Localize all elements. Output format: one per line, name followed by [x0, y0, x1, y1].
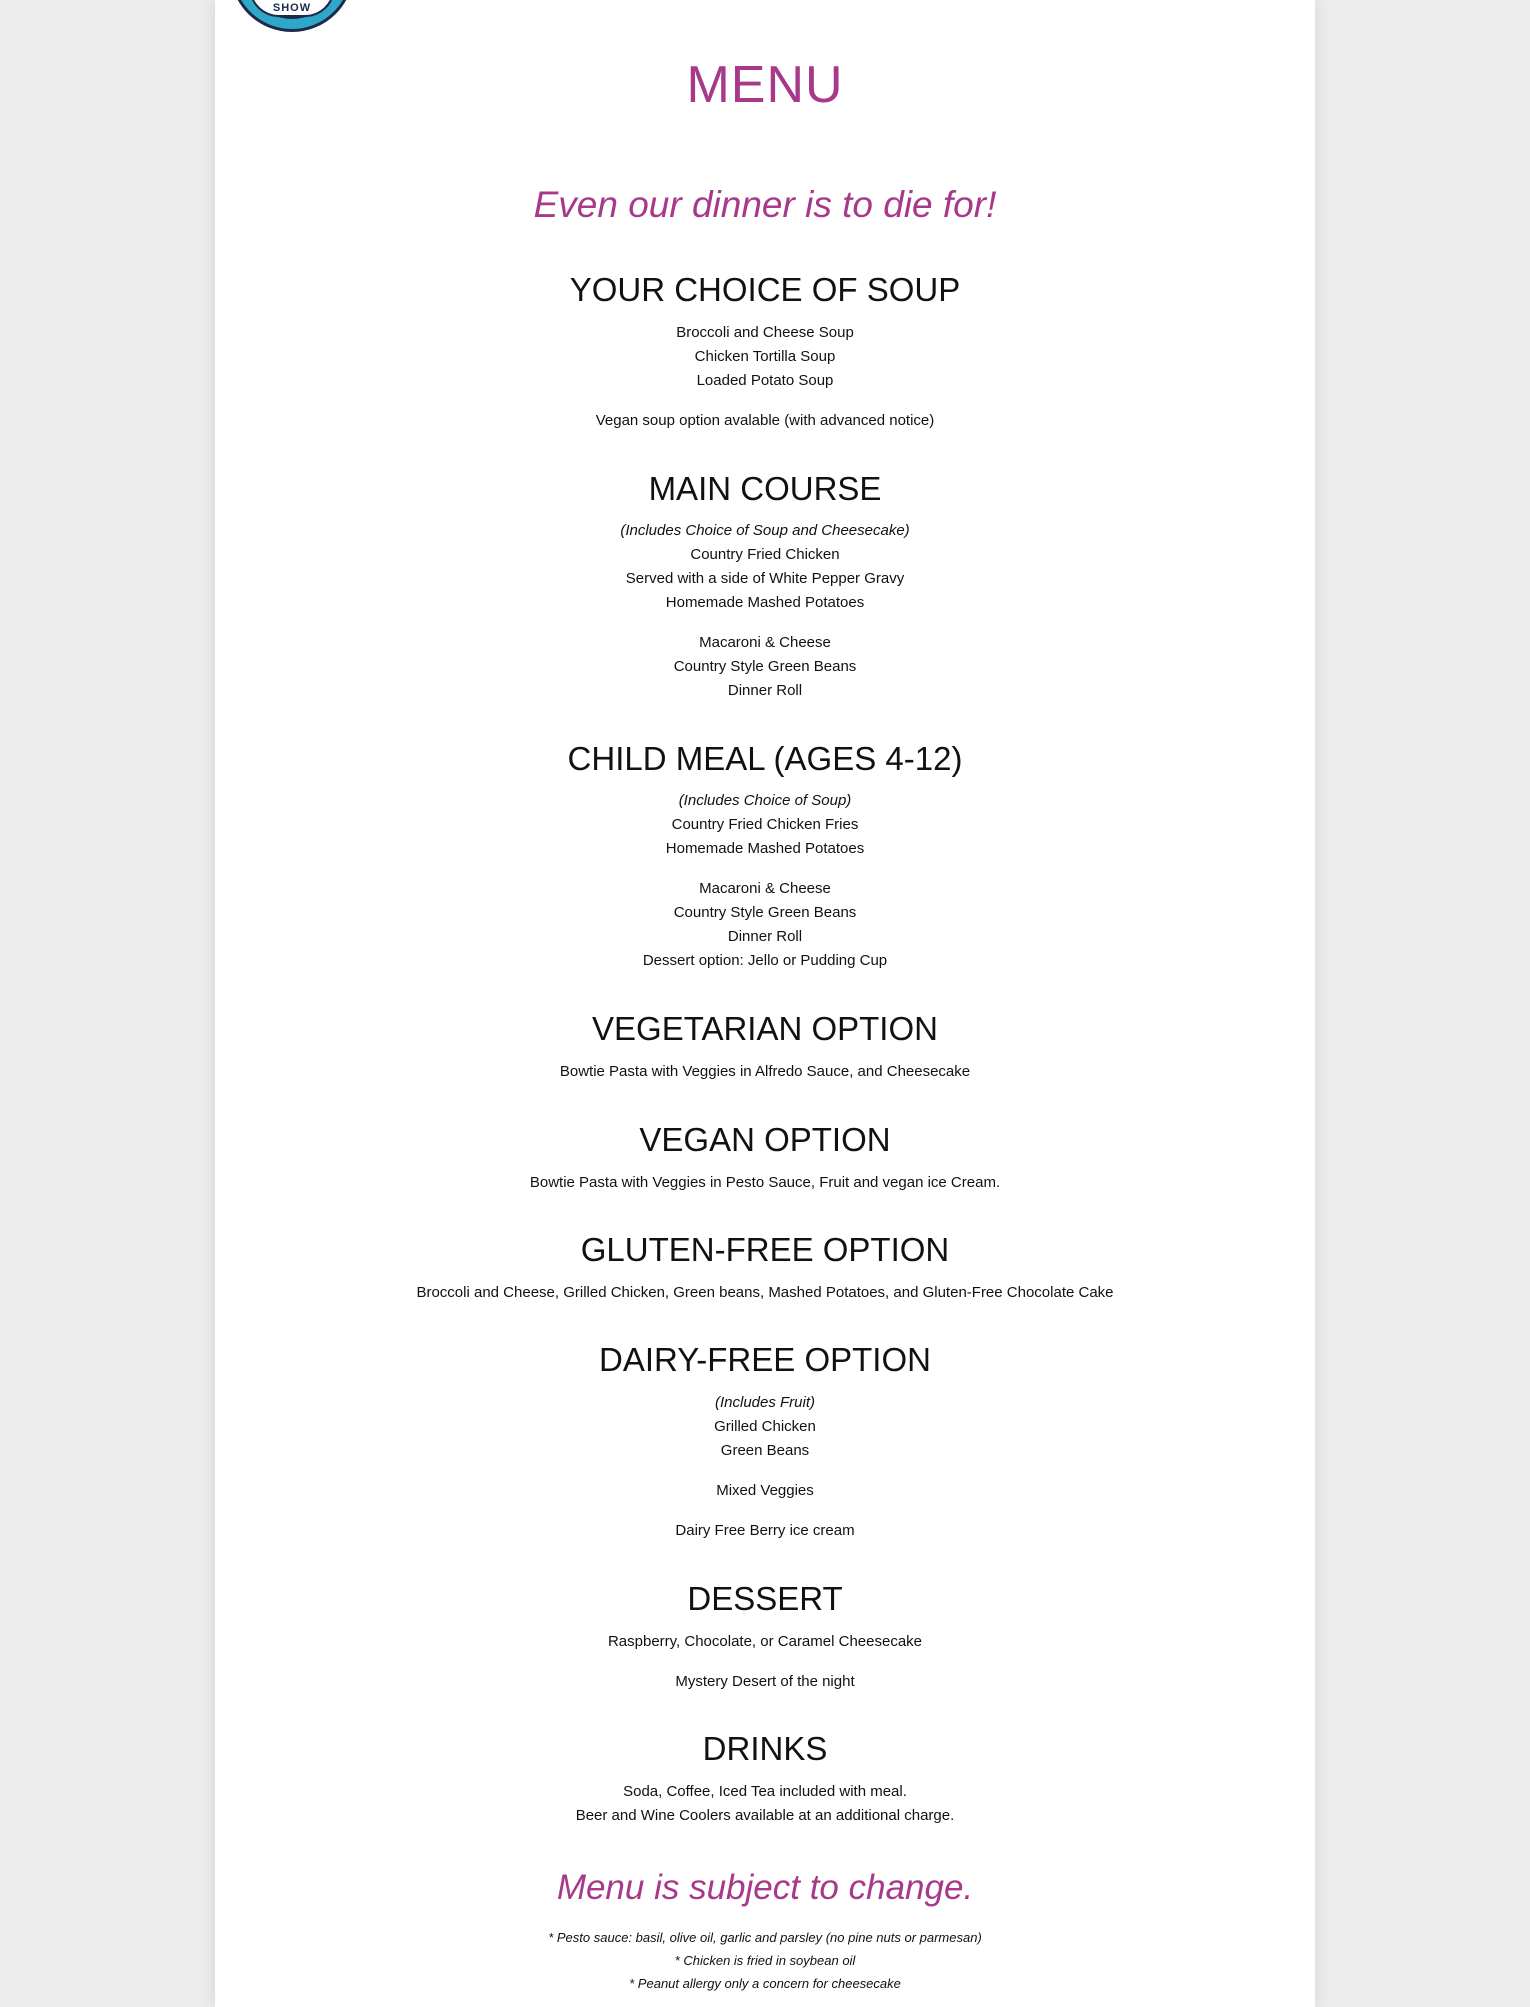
menu-item: Mystery Desert of the night	[675, 1673, 855, 1690]
menu-item: Raspberry, Chocolate, or Caramel Cheesecake	[607, 1633, 923, 1650]
dinner-show-logo-icon[interactable]	[230, 0, 354, 32]
section-heading-drinks: DRINKS	[702, 1730, 828, 1767]
footnote: * Chicken is fried in soybean oil	[674, 1953, 856, 1968]
menu-item: Dinner Roll	[727, 928, 803, 945]
tagline: Even our dinner is to die for!	[533, 184, 997, 225]
menu-item: Loaded Potato Soup	[696, 372, 834, 389]
menu-item: Served with a side of White Pepper Gravy	[625, 570, 905, 587]
menu-note: (Includes Choice of Soup)	[678, 792, 852, 809]
menu-note: (Includes Choice of Soup and Cheesecake)	[620, 522, 910, 539]
menu-item: Mixed Veggies	[716, 1482, 814, 1499]
menu-item: Macaroni & Cheese	[699, 634, 831, 651]
section-heading-main-course: MAIN COURSE	[648, 470, 882, 507]
menu-item: Bowtie Pasta with Veggies in Alfredo Sauce, and Cheesecake	[559, 1063, 971, 1080]
menu-item: Green Beans	[720, 1442, 810, 1459]
logo-text: SHOW	[249, 0, 335, 17]
menu-item: Macaroni & Cheese	[699, 880, 831, 897]
menu-item: Homemade Mashed Potatoes	[665, 594, 865, 611]
menu-note: Vegan soup option avalable (with advanced notice)	[595, 412, 935, 429]
section-heading-vegan: VEGAN OPTION	[639, 1121, 891, 1158]
menu-item: Country Fried Chicken	[690, 546, 840, 563]
menu-note: (Includes Fruit)	[714, 1394, 816, 1411]
menu-item: Grilled Chicken	[714, 1418, 816, 1435]
footnote: * Peanut allergy only a concern for cheesecake	[629, 1976, 901, 1991]
page-title: MENU	[686, 56, 844, 114]
menu-item: Dessert option: Jello or Pudding Cup	[642, 952, 888, 969]
section-heading-gluten-free: GLUTEN-FREE OPTION	[580, 1231, 950, 1268]
section-heading-vegetarian: VEGETARIAN OPTION	[592, 1010, 938, 1047]
menu-item: Dinner Roll	[727, 682, 803, 699]
menu-item: Country Style Green Beans	[673, 658, 857, 675]
menu-item: Country Fried Chicken Fries	[671, 816, 859, 833]
menu-page	[215, 0, 1315, 2007]
closing-note: Menu is subject to change.	[556, 1868, 974, 1907]
footnote: * Pesto sauce: basil, olive oil, garlic and parsley (no pine nuts or parmesan)	[548, 1930, 982, 1945]
menu-item: Dairy Free Berry ice cream	[675, 1522, 855, 1539]
menu-item: Chicken Tortilla Soup	[694, 348, 836, 365]
section-heading-dairy-free: DAIRY-FREE OPTION	[599, 1341, 931, 1378]
section-heading-soup: YOUR CHOICE OF SOUP	[569, 271, 961, 308]
menu-item: Beer and Wine Coolers available at an additional charge.	[575, 1807, 955, 1824]
menu-item: Broccoli and Cheese Soup	[676, 324, 854, 341]
section-heading-dessert: DESSERT	[687, 1580, 843, 1617]
menu-item: Broccoli and Cheese, Grilled Chicken, Green beans, Mashed Potatoes, and Gluten-Free Chocolate Cake	[416, 1284, 1114, 1301]
menu-item: Homemade Mashed Potatoes	[665, 840, 865, 857]
menu-item: Country Style Green Beans	[673, 904, 857, 921]
menu-item: Soda, Coffee, Iced Tea included with meal.	[623, 1783, 907, 1800]
section-heading-child-meal: CHILD MEAL (AGES 4-12)	[567, 740, 963, 777]
menu-item: Bowtie Pasta with Veggies in Pesto Sauce, Fruit and vegan ice Cream.	[529, 1174, 1001, 1191]
